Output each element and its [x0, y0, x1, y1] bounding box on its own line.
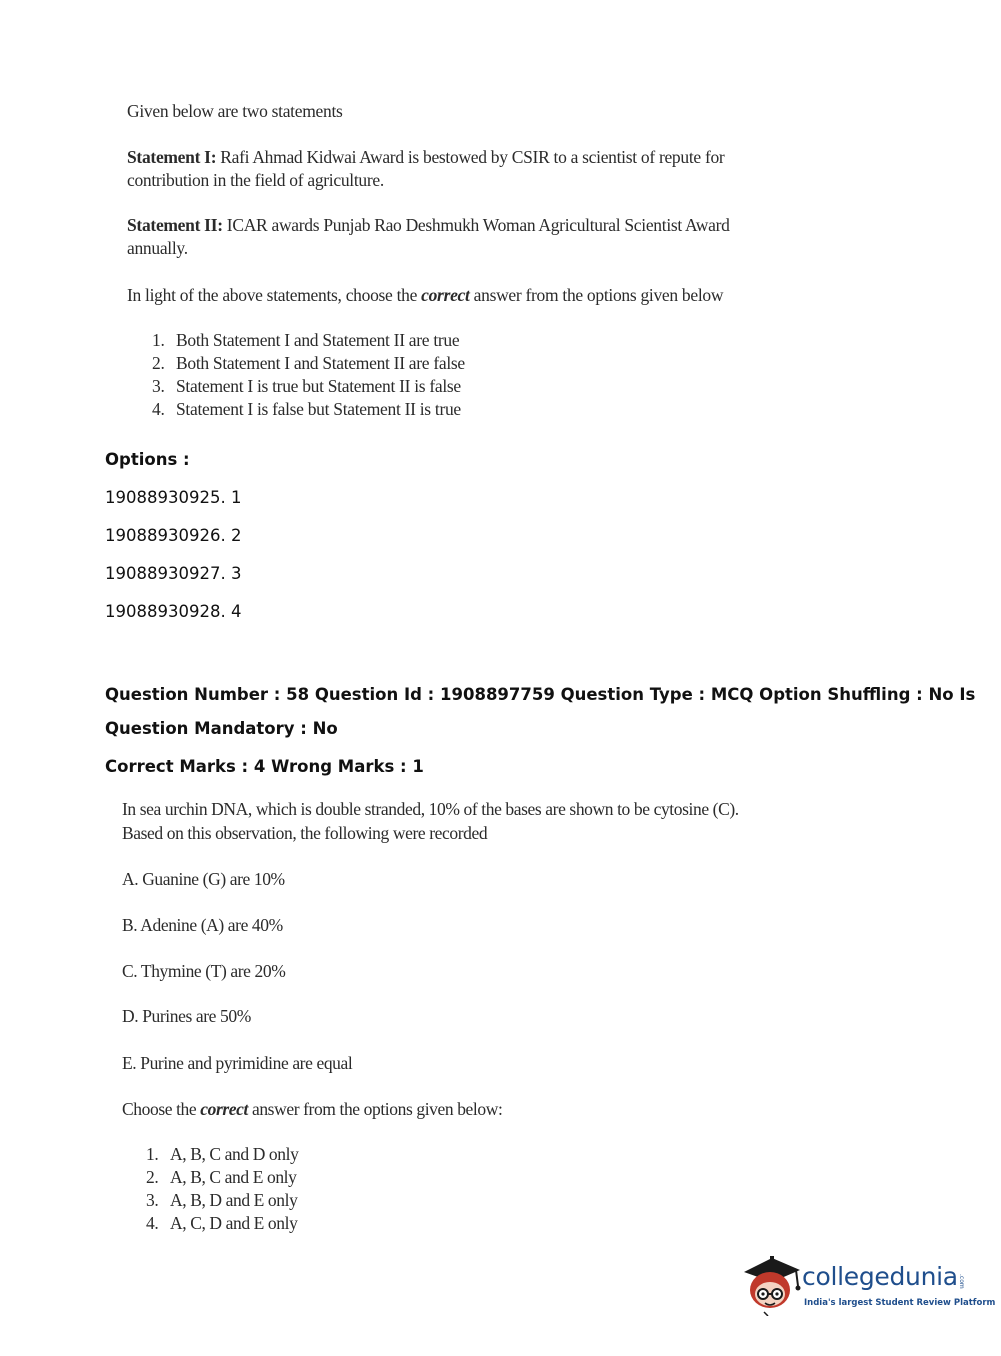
choice-text: A, B, C and E only: [170, 1167, 297, 1187]
instruction-emphasis: correct: [421, 285, 470, 305]
q57-instruction: [127, 284, 723, 307]
choice-text: Both Statement I and Statement II are true: [176, 330, 460, 350]
instruction-before: In light of the above statements, choose the: [127, 285, 422, 305]
q58-choice: [146, 1189, 298, 1212]
q58-choice: [146, 1166, 298, 1189]
choice-text: A, C, D and E only: [170, 1213, 298, 1233]
q58-meta-line-2: Question Mandatory : No: [105, 719, 338, 738]
choice-text: Both Statement I and Statement II are false: [176, 353, 465, 373]
choice-number: 4.: [146, 1213, 159, 1233]
q57-intro: Given below are two statements: [127, 101, 343, 121]
statement-1-label: Statement I:: [127, 147, 217, 167]
options-heading: Options :: [105, 450, 190, 469]
choice-number: 1.: [146, 1144, 159, 1164]
instruction-after: answer from the options given below: [469, 285, 724, 305]
choice-number: 2.: [146, 1167, 159, 1187]
instruction-after: answer from the options given below:: [247, 1099, 503, 1119]
q58-choice: [146, 1143, 298, 1166]
q58-statement-c: C. Thymine (T) are 20%: [122, 961, 286, 981]
choice-number: 4.: [152, 399, 165, 419]
q58-statement-b: B. Adenine (A) are 40%: [122, 915, 283, 935]
q58-stem: [122, 797, 739, 845]
q58-statement-d: D. Purines are 50%: [122, 1006, 251, 1026]
choice-text: Statement I is false but Statement II is true: [176, 399, 461, 419]
q57-choices: [152, 329, 465, 421]
q58-choice: [146, 1212, 298, 1235]
choice-text: A, B, D and E only: [170, 1190, 298, 1210]
choice-text: A, B, C and D only: [170, 1144, 299, 1164]
q57-choice: [152, 329, 465, 352]
choice-number: 2.: [152, 353, 165, 373]
choice-number: 1.: [152, 330, 165, 350]
choice-text: Statement I is true but Statement II is false: [176, 376, 461, 396]
option-id-4: 19088930928. 4: [105, 602, 242, 621]
logo-dot-com: .com: [957, 1273, 965, 1289]
instruction-emphasis: correct: [200, 1099, 248, 1119]
q57-statement-1: [127, 146, 747, 192]
option-id-1: 19088930925. 1: [105, 488, 242, 507]
mascot-icon: [740, 1250, 802, 1316]
q58-statement-a: A. Guanine (G) are 10%: [122, 869, 285, 889]
q57-choice: [152, 352, 465, 375]
instruction-before: Choose the: [122, 1099, 201, 1119]
logo-tagline: India's largest Student Review Platform: [804, 1298, 996, 1308]
q58-meta-line-1: Question Number : 58 Question Id : 1908897759 Question Type : MCQ Option Shuffling : No Is: [105, 685, 976, 704]
choice-number: 3.: [146, 1190, 159, 1210]
option-id-2: 19088930926. 2: [105, 526, 242, 545]
q58-statement-e: E. Purine and pyrimidine are equal: [122, 1053, 353, 1073]
statement-2-label: Statement II:: [127, 215, 223, 235]
statement-1-text-cont: contribution in the field of agriculture.: [127, 170, 384, 190]
collegedunia-logo[interactable]: [740, 1250, 996, 1320]
q58-marks: Correct Marks : 4 Wrong Marks : 1: [105, 757, 424, 776]
statement-2-text-cont: annually.: [127, 238, 188, 258]
option-id-3: 19088930927. 3: [105, 564, 242, 583]
statement-1-text: Rafi Ahmad Kidwai Award is bestowed by CSIR to a scientist of repute for: [216, 147, 725, 167]
q57-statement-2: [127, 214, 747, 260]
q57-choice: [152, 375, 465, 398]
logo-name: collegedunia: [802, 1262, 958, 1291]
choice-number: 3.: [152, 376, 165, 396]
q57-choice: [152, 398, 465, 421]
statement-2-text: ICAR awards Punjab Rao Deshmukh Woman Agricultural Scientist Award: [222, 215, 730, 235]
q58-instruction: [122, 1097, 502, 1121]
stem-line-2: Based on this observation, the following were recorded: [122, 823, 488, 843]
q58-choices: [146, 1143, 298, 1235]
stem-line-1: In sea urchin DNA, which is double stranded, 10% of the bases are shown to be cytosine (C).: [122, 799, 739, 819]
logo-wordmark: [802, 1262, 965, 1291]
